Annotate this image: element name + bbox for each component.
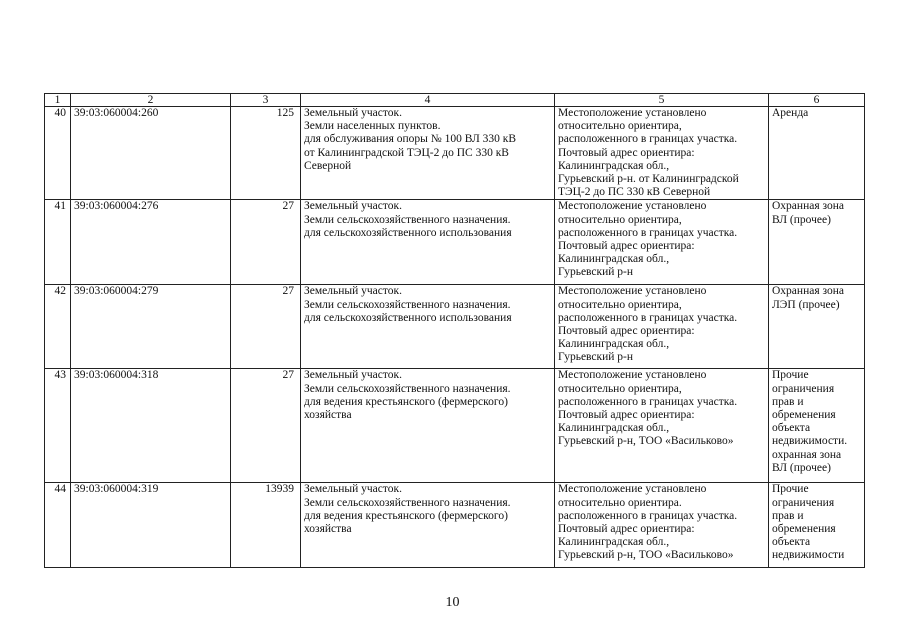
encumbrance-cell-line: прав и: [772, 509, 804, 522]
encumbrance-cell-line: обременения: [772, 409, 836, 422]
table-body: [45, 107, 865, 568]
location-cell-line: расположенного в границах участка.: [558, 311, 738, 324]
column-header: 5: [555, 94, 769, 107]
encumbrance-cell-line: Прочие: [772, 369, 809, 382]
location-cell-line: Почтовый адрес ориентира:: [558, 325, 695, 338]
cadastral-number-cell: 39:03:060004:319: [71, 483, 231, 568]
cadastral-number-cell: 39:03:060004:260: [71, 107, 231, 200]
encumbrance-cell-line: Прочие: [772, 483, 809, 496]
location-cell-line: Калининградская обл.,: [558, 422, 670, 435]
description-cell-line: Земельный участок.: [304, 369, 402, 382]
location-cell-line: Калининградская обл.,: [558, 253, 670, 266]
location-cell: [555, 285, 769, 369]
encumbrance-cell-line: ограничения: [772, 382, 835, 395]
location-cell-line: Почтовый адрес ориентира:: [558, 146, 695, 159]
location-cell: [555, 107, 769, 200]
table-row: [45, 107, 865, 200]
encumbrance-cell-line: недвижимости: [772, 549, 845, 562]
encumbrance-cell: [769, 369, 865, 483]
description-cell: [301, 200, 555, 285]
land-plots-table: [44, 93, 865, 568]
location-cell-line: Гурьевский р-н: [558, 351, 634, 364]
column-header: 6: [769, 94, 865, 107]
encumbrance-cell: [769, 200, 865, 285]
column-header: 3: [231, 94, 301, 107]
location-cell-line: расположенного в границах участка.: [558, 226, 738, 239]
description-cell-line: хозяйства: [304, 523, 352, 536]
description-cell-line: Земельный участок.: [304, 285, 402, 298]
table-row: [45, 483, 865, 568]
description-cell-line: для обслуживания опоры № 100 ВЛ 330 кВ: [304, 133, 517, 146]
description-cell: [301, 285, 555, 369]
location-cell-line: Калининградская обл.,: [558, 338, 670, 351]
encumbrance-cell: [769, 483, 865, 568]
description-cell-line: Земли сельскохозяйственного назначения.: [304, 382, 511, 395]
description-cell-line: хозяйства: [304, 409, 352, 422]
description-cell: [301, 483, 555, 568]
description-cell-line: Земельный участок.: [304, 107, 402, 119]
row-number-cell: 41: [45, 200, 71, 285]
description-cell-line: Земельный участок.: [304, 200, 402, 213]
location-cell-line: Гурьевский р-н: [558, 266, 634, 279]
location-cell-line: Местоположение установлено: [558, 483, 707, 496]
area-cell: 125: [231, 107, 301, 200]
encumbrance-cell-line: Охранная зона: [772, 200, 844, 213]
area-cell: 13939: [231, 483, 301, 568]
location-cell-line: относительно ориентира,: [558, 213, 682, 226]
encumbrance-cell-line: Аренда: [772, 107, 809, 119]
description-cell-line: для сельскохозяйственного использования: [304, 311, 512, 324]
encumbrance-cell-line: объекта: [772, 536, 811, 549]
location-cell-line: относительно ориентира,: [558, 120, 682, 133]
location-cell-line: Местоположение установлено: [558, 369, 707, 382]
location-cell-line: относительно ориентира.: [558, 496, 682, 509]
table-row: [45, 285, 865, 369]
encumbrance-cell-line: ЛЭП (прочее): [772, 298, 840, 311]
location-cell: [555, 483, 769, 568]
location-cell-line: Почтовый адрес ориентира:: [558, 409, 695, 422]
area-cell: 27: [231, 285, 301, 369]
location-cell: [555, 369, 769, 483]
cadastral-number-cell: 39:03:060004:276: [71, 200, 231, 285]
table-header-row: [45, 94, 865, 107]
location-cell-line: Калининградская обл.,: [558, 159, 670, 172]
location-cell-line: Почтовый адрес ориентира:: [558, 240, 695, 253]
description-cell-line: Земли сельскохозяйственного назначения.: [304, 298, 511, 311]
location-cell-line: Калининградская обл.,: [558, 536, 670, 549]
table-row: [45, 200, 865, 285]
encumbrance-cell-line: Охранная зона: [772, 285, 844, 298]
description-cell-line: от Калининградской ТЭЦ-2 до ПС 330 кВ: [304, 146, 509, 159]
description-cell-line: для ведения крестьянского (фермерского): [304, 395, 508, 408]
encumbrance-cell-line: ВЛ (прочее): [772, 213, 831, 226]
encumbrance-cell-line: ограничения: [772, 496, 835, 509]
encumbrance-cell: [769, 285, 865, 369]
location-cell-line: Гурьевский р-н. от Калининградской: [558, 173, 739, 186]
location-cell-line: Гурьевский р-н, ТОО «Васильково»: [558, 549, 734, 562]
location-cell-line: расположенного в границах участка.: [558, 395, 738, 408]
description-cell-line: Земельный участок.: [304, 483, 402, 496]
cadastral-number-cell: 39:03:060004:318: [71, 369, 231, 483]
description-cell: [301, 107, 555, 200]
encumbrance-cell-line: недвижимости.: [772, 435, 848, 448]
row-number-cell: 44: [45, 483, 71, 568]
description-cell: [301, 369, 555, 483]
description-cell-line: для сельскохозяйственного использования: [304, 226, 512, 239]
page-number: 10: [445, 595, 460, 610]
row-number-cell: 42: [45, 285, 71, 369]
description-cell-line: для ведения крестьянского (фермерского): [304, 509, 508, 522]
row-number-cell: 40: [45, 107, 71, 200]
description-cell-line: Северной: [304, 159, 352, 172]
encumbrance-cell-line: охранная зона: [772, 448, 842, 461]
column-header: 1: [45, 94, 71, 107]
encumbrance-cell-line: ВЛ (прочее): [772, 461, 831, 474]
cadastral-number-cell: 39:03:060004:279: [71, 285, 231, 369]
area-cell: 27: [231, 369, 301, 483]
location-cell-line: Местоположение установлено: [558, 107, 707, 119]
location-cell-line: Гурьевский р-н, ТОО «Васильково»: [558, 435, 734, 448]
location-cell-line: относительно ориентира,: [558, 382, 682, 395]
location-cell-line: расположенного в границах участка.: [558, 133, 738, 146]
description-cell-line: Земли сельскохозяйственного назначения.: [304, 213, 511, 226]
encumbrance-cell-line: прав и: [772, 395, 804, 408]
location-cell-line: Местоположение установлено: [558, 200, 707, 213]
location-cell-line: ТЭЦ-2 до ПС 330 кВ Северной: [558, 186, 711, 199]
encumbrance-cell-line: обременения: [772, 523, 836, 536]
location-cell: [555, 200, 769, 285]
column-header: 4: [301, 94, 555, 107]
column-header: 2: [71, 94, 231, 107]
location-cell-line: Почтовый адрес ориентира:: [558, 523, 695, 536]
location-cell-line: расположенного в границах участка.: [558, 509, 738, 522]
row-number-cell: 43: [45, 369, 71, 483]
location-cell-line: относительно ориентира,: [558, 298, 682, 311]
description-cell-line: Земли сельскохозяйственного назначения.: [304, 496, 511, 509]
location-cell-line: Местоположение установлено: [558, 285, 707, 298]
area-cell: 27: [231, 200, 301, 285]
encumbrance-cell-line: объекта: [772, 422, 811, 435]
description-cell-line: Земли населенных пунктов.: [304, 120, 441, 133]
table-row: [45, 369, 865, 483]
encumbrance-cell: [769, 107, 865, 200]
